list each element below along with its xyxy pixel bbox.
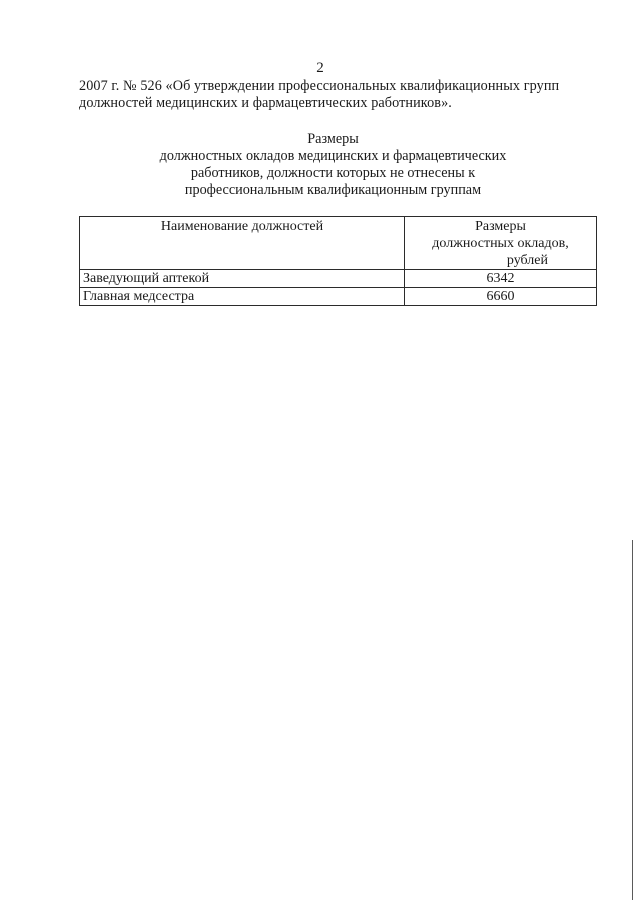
heading-line: Размеры — [307, 131, 359, 147]
salary-value: 6342 — [405, 270, 597, 288]
heading-line: работников, должности которых не отнесены к — [190, 165, 476, 181]
position-name: Заведующий аптекой — [80, 270, 405, 288]
table-header-row — [80, 217, 597, 270]
position-name: Главная медсестра — [80, 288, 405, 306]
header-salary-size — [405, 217, 597, 270]
intro-paragraph — [79, 78, 599, 112]
header-salary-line: рублей — [506, 253, 548, 268]
header-position-name: Наименование должностей — [80, 217, 405, 270]
salary-value: 6660 — [405, 288, 597, 306]
section-heading — [0, 131, 640, 199]
scan-edge-line — [632, 540, 633, 900]
salary-table — [79, 216, 597, 306]
intro-line: должностей медицинских и фармацевтических работников». — [79, 95, 452, 111]
table-row — [80, 270, 597, 288]
header-salary-line: Размеры — [475, 219, 526, 234]
header-salary-line: должностных окладов, — [432, 236, 569, 251]
table-row — [80, 288, 597, 306]
intro-line: 2007 г. № 526 «Об утверждении профессиональных квалификационных групп — [79, 78, 560, 94]
heading-line: должностных окладов медицинских и фармацевтических — [159, 148, 507, 164]
page-number: 2 — [316, 60, 324, 76]
heading-line: профессиональным квалификационным группам — [184, 182, 482, 198]
